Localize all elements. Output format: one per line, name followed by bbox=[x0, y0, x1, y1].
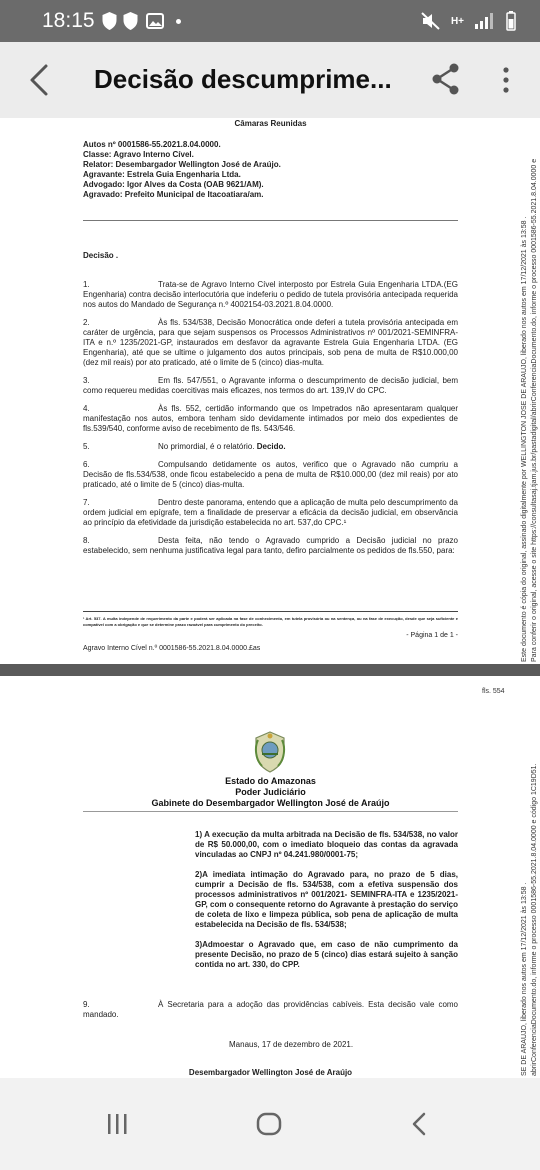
status-right-icons bbox=[421, 10, 516, 32]
paragraph-text: Às fls. 552, certidão informando que os Impetrados não apresentaram qualquer manifestação nos autos, embora tenham sido devidamente intimados por meio dos expedientes de fls.539/540, conforme aviso de recebimento de fls. 543/546. bbox=[83, 404, 458, 433]
footer-reference: Agravo Interno Cível n.º 0001586-55.2021.8.04.0000.£as bbox=[83, 645, 261, 652]
paragraph-text: À Secretaria para a adoção das providências cabíveis. Esta decisão vale como mandado. bbox=[83, 1000, 458, 1019]
paragraph-number: 3. bbox=[83, 376, 90, 385]
paragraph-text: Trata-se de Agravo Interno Cível interposto por Estrela Guia Engenharia LTDA.(EG Engenharia) contra decisão interlocutória que indeferiu o pedido de tutela provisória antecipada requerida nos autos do Mandado de Segurança n.º 4002154-03.2021.8.04.0000. bbox=[83, 280, 458, 309]
decision-label: Decisão . bbox=[83, 251, 119, 260]
signal-icon bbox=[474, 12, 496, 30]
case-class: Classe: Agravo Interno Cível. bbox=[83, 150, 194, 159]
paragraph-text: Dentro deste panorama, entendo que a aplicação de multa pelo descumprimento da ordem judicial em epígrafe, tem a finalidade de preservar a eficácia da decisão judicial, em observância ao princípio da efetividade da jurisdição estabelecida no art. 537,do CPC.¹ bbox=[83, 498, 458, 527]
institution-branch: Poder Judiciário bbox=[235, 787, 306, 797]
state-coat-of-arms-icon bbox=[252, 730, 288, 774]
back-arrow-icon[interactable] bbox=[22, 60, 58, 100]
case-info bbox=[83, 140, 458, 200]
divider bbox=[83, 220, 458, 221]
app-bar bbox=[0, 42, 540, 118]
header-divider bbox=[83, 811, 458, 812]
battery-icon bbox=[506, 11, 516, 31]
case-relator: Relator: Desembargador Wellington José de Araújo. bbox=[83, 160, 281, 169]
paragraph-5-text: No primordial, é o relatório. bbox=[158, 442, 255, 451]
side-authentication-text-2: abrirConferenciaDocumento.do, informe o processo 0001586-55.2021.8.04.0000 e código 1C19D51. bbox=[531, 763, 538, 1076]
shield-icon bbox=[122, 11, 139, 31]
paragraph-number: 1. bbox=[83, 280, 90, 289]
paragraph-3 bbox=[83, 376, 458, 396]
paragraph-text: Desta feita, não tendo o Agravado cumprido a Decisão judicial no prazo estabelecido, sem nenhuma justificativa legal para tanto, defiro parcialmente os pedidos de fls.550, para: bbox=[83, 536, 458, 555]
recents-icon[interactable] bbox=[104, 1104, 130, 1144]
decision-item-3: 3)Admoestar o Agravado que, em caso de não cumprimento da presente Decisão, no prazo de 5 (cinco) dias estará sujeito à sanção contida no art. 330, do CPP. bbox=[195, 940, 458, 969]
footnote-divider bbox=[83, 611, 458, 612]
page-fls: fls. 554 bbox=[482, 688, 505, 695]
case-agravante: Agravante: Estrela Guia Engenharia Ltda. bbox=[83, 170, 241, 179]
document-title: Decisão descumprime... bbox=[94, 64, 392, 94]
system-navigation-bar bbox=[0, 1078, 540, 1170]
page-number: - Página 1 de 1 - bbox=[406, 632, 458, 639]
paragraph-7 bbox=[83, 498, 458, 528]
paragraph-number: 7. bbox=[83, 498, 90, 507]
paragraph-2 bbox=[83, 318, 458, 368]
document-page-1[interactable] bbox=[0, 118, 540, 664]
side-authentication-text-2: Para conferir o original, acesse o site https://consultasaj.tjam.jus.br/pastadigital/abrirConferenciaDocumento.do, informe o processo 0001586-55.2021.8.04.0000 e bbox=[531, 158, 538, 662]
paragraph-number: 4. bbox=[83, 404, 90, 413]
paragraph-text: Às fls. 534/538, Decisão Monocrática onde deferi a tutela provisória antecipada em caráter de urgência, para que sejam suspensos os Processos Administrativos nº 001/2021-SEMINFRA-ITA e n.º 1235/2021-GP, instaurados em desfavor da agravante Estrela Guia Engenharia LTDA. (EG Engenharia), até que se ultime o julgamento dos autos principais, sob pena de multa de R$10.000,00 (dez mil reais) por ato praticado, até o limite de 5 (cinco) dias-multa. bbox=[83, 318, 458, 367]
institution-header bbox=[83, 776, 458, 809]
paragraph-8 bbox=[83, 536, 458, 556]
signer-name: Desembargador Wellington José de Araújo bbox=[188, 1068, 353, 1077]
paragraph-number: 6. bbox=[83, 460, 90, 469]
side-authentication-text-1: Este documento é cópia do original, assinado digitalmente por WELLINGTON JOSE DE ARAUJO, liberado nos autos em 17/12/2021 às 13:58 . bbox=[521, 216, 528, 662]
decision-item-2: 2)A imediata intimação do Agravado para, no prazo de 5 dias, cumprir a Decisão de fls. 534/538, com a efetiva suspensão dos processos administrativos nº 001/2021- SEMINFRA-ITA e 1235/2021-GP, com o consequente retorno do Agravante à prestação do serviço de coleta de lixo e limpeza pública, sob pena de aplicação de multa estabelecida na Decisão de fls. 534/538; bbox=[195, 870, 458, 929]
case-number: Autos nº 0001586-55.2021.8.04.0000. bbox=[83, 140, 221, 149]
decision-items bbox=[195, 830, 458, 970]
paragraph-4 bbox=[83, 404, 458, 434]
paragraph-number: 2. bbox=[83, 318, 90, 327]
paragraph-text: Compulsando detidamente os autos, verifico que o Agravado não cumpriu a Decisão de fls.534/538, onde ficou estabelecido a pena de multa de R$10.000,00 (dez mil reais) por ato praticado, até o limite de 5 (cinco) dias-multa. bbox=[83, 460, 458, 489]
case-advogado: Advogado: Igor Alves da Costa (OAB 9621/AM). bbox=[83, 180, 264, 189]
case-agravado: Agravado: Prefeito Municipal de Itacoatiara/am. bbox=[83, 190, 264, 199]
paragraph-text bbox=[83, 442, 458, 452]
mute-icon bbox=[421, 12, 441, 30]
dot-icon bbox=[176, 19, 181, 24]
shield-icon bbox=[101, 11, 118, 31]
decision-item-1: 1) A execução da multa arbitrada na Decisão de fls. 534/538, no valor de R$ 50.000,00, com o imediato bloqueio das contas da agravada vinculadas ao CNPJ nº 04.241.980/0001-75; bbox=[195, 830, 458, 859]
paragraph-5-bold: Decido. bbox=[256, 442, 286, 451]
date-line: Manaus, 17 de dezembro de 2021. bbox=[229, 1040, 354, 1049]
paragraph-1 bbox=[83, 280, 458, 310]
more-vertical-icon[interactable] bbox=[497, 64, 515, 96]
status-bar bbox=[0, 0, 540, 42]
institution-office: Gabinete do Desembargador Wellington José de Araújo bbox=[151, 798, 390, 808]
network-hplus-icon: H+ bbox=[450, 15, 464, 27]
image-icon bbox=[146, 11, 164, 31]
share-icon[interactable] bbox=[430, 62, 462, 96]
home-icon[interactable] bbox=[254, 1104, 284, 1144]
paragraph-9 bbox=[83, 1000, 458, 1020]
back-icon[interactable] bbox=[406, 1104, 432, 1144]
paragraph-number: 9. bbox=[83, 1000, 90, 1009]
paragraph-6 bbox=[83, 460, 458, 490]
paragraph-number: 5. bbox=[83, 442, 90, 451]
paragraph-text: Em fls. 547/551, o Agravante informa o descumprimento de decisão judicial, bem como requereu medidas coercitivas mais eficazes, nos termos do art. 139,IV do CPC. bbox=[83, 376, 458, 395]
paragraph-number: 8. bbox=[83, 536, 90, 545]
page-header: Câmaras Reunidas bbox=[234, 119, 307, 128]
status-time: 18:15 bbox=[42, 9, 95, 32]
institution-state: Estado do Amazonas bbox=[225, 776, 316, 786]
side-authentication-text-1: SE DE ARAUJO, liberado nos autos em 17/12/2021 às 13:58 . bbox=[521, 882, 528, 1076]
document-page-2[interactable] bbox=[0, 676, 540, 1078]
footnote: ¹ Art. 537. A multa independe de requerimento da parte e poderá ser aplicada na fase de conhecimento, em tutela provisória ou na sentença, ou na fase de execução, desde que seja suficiente e compatível com a obrigação e que se determine prazo razoável para cumprimento do preceito. bbox=[83, 616, 458, 627]
paragraph-5 bbox=[83, 442, 458, 452]
paragraph-list bbox=[83, 280, 458, 564]
